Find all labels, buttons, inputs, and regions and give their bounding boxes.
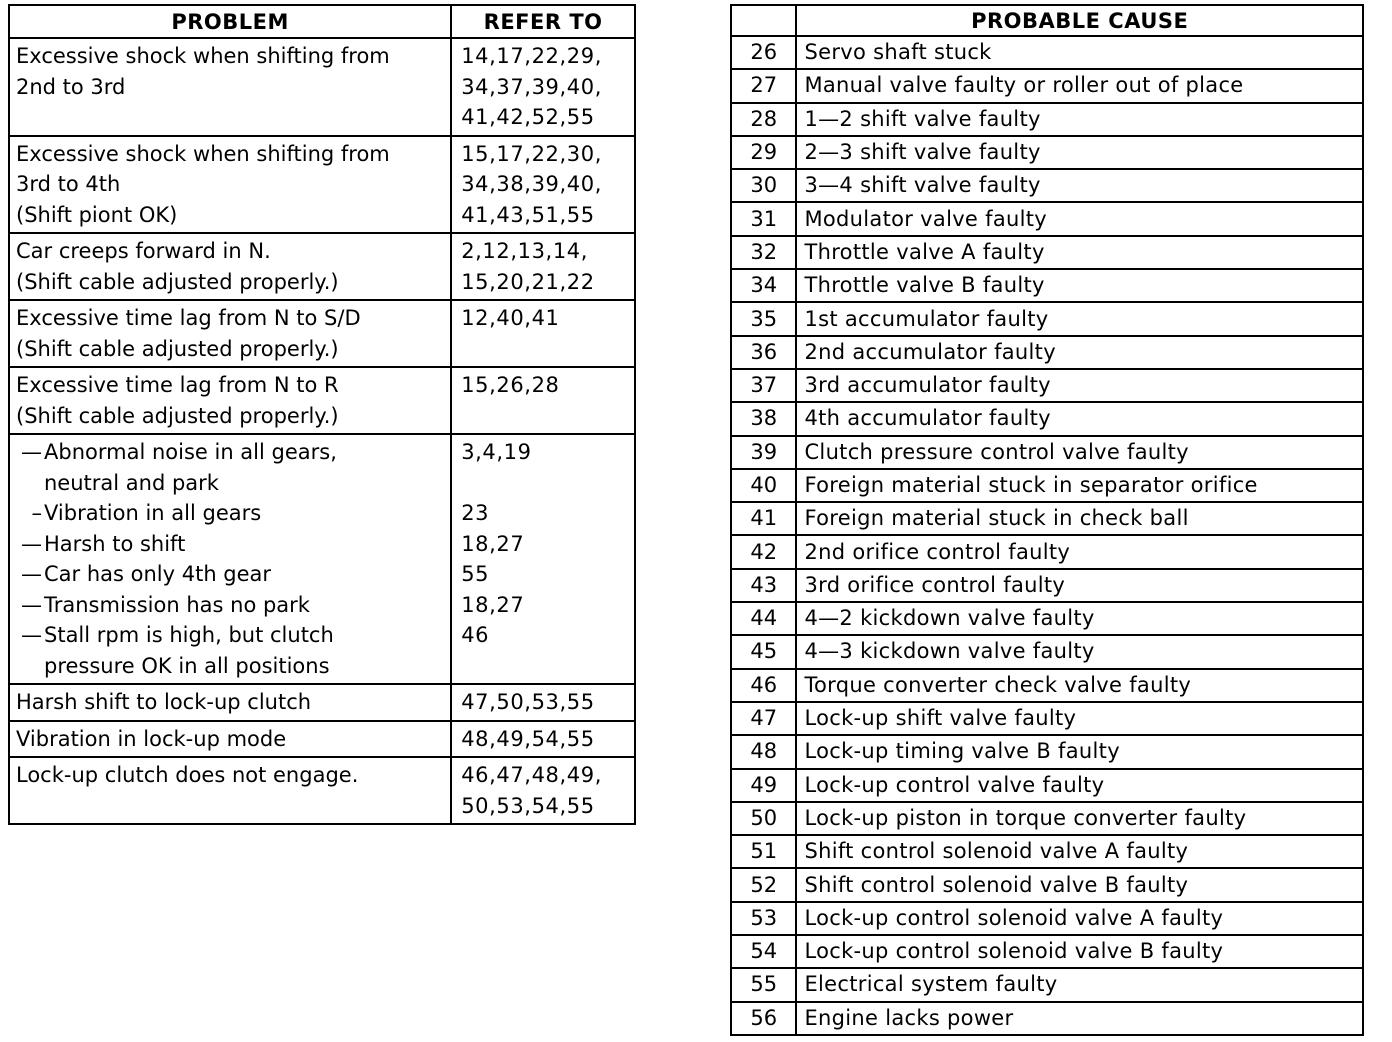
problem-line: 3rd to 4th [16,172,121,196]
problem-line: Excessive shock when shifting from [16,44,390,68]
symptom-text [44,590,446,621]
cause-description: 1—2 shift valve faulty [796,103,1363,136]
problem-line: Excessive time lag from N to R [16,373,339,397]
cause-description: Servo shaft stuck [796,36,1363,69]
problem-row [9,367,635,434]
cause-description: 2nd orifice control faulty [796,535,1363,568]
cause-row [731,635,1363,668]
cause-row [731,902,1363,935]
problem-line: Lock-up clutch does not engage. [16,763,359,787]
cause-number: 49 [731,769,796,802]
cause-description: Modulator valve faulty [796,202,1363,235]
symptom-line: pressure OK in all positions [44,653,330,678]
cause-number: 51 [731,835,796,868]
symptom-line: Transmission has no park [44,592,310,617]
cause-description: 2nd accumulator faulty [796,336,1363,369]
cause-description: Clutch pressure control valve faulty [796,436,1363,469]
cause-number: 28 [731,103,796,136]
cause-description: 4—2 kickdown valve faulty [796,602,1363,635]
symptom-text [44,620,446,681]
symptom-text [44,498,446,529]
cause-row [731,69,1363,102]
cause-row [731,302,1363,335]
refer-to-line: 18,27 [461,592,525,617]
cause-row [731,868,1363,901]
problem-row [9,300,635,367]
symptom-line: neutral and park [44,470,219,495]
cause-number: 26 [731,36,796,69]
cause-number: 31 [731,202,796,235]
refer-to-cell [451,136,635,234]
cause-row [731,1002,1363,1035]
cause-number: 40 [731,469,796,502]
refer-to-line: 50,53,54,55 [461,793,595,818]
cause-row [731,469,1363,502]
problem-row [9,684,635,721]
refer-to-line: 15,20,21,22 [461,269,595,294]
problem-line: Excessive time lag from N to S/D [16,306,361,330]
cause-description: 1st accumulator faulty [796,302,1363,335]
cause-row [731,735,1363,768]
refer-to-cell [451,38,635,136]
refer-to-line: 46,47,48,49, [461,763,602,787]
cause-description: 3rd orifice control faulty [796,569,1363,602]
cause-description: Foreign material stuck in separator orifice [796,469,1363,502]
cause-row [731,36,1363,69]
refer-to-line: 3,4,19 [461,440,532,464]
refer-to-line: 47,50,53,55 [461,690,595,714]
cause-row [731,669,1363,702]
cause-row [731,336,1363,369]
probable-cause-header: PROBABLE CAUSE [796,5,1363,36]
cause-description: 3—4 shift valve faulty [796,169,1363,202]
refer-to-cell [451,721,635,758]
symptom-item [16,559,446,590]
refer-to-line: 23 [461,501,490,525]
cause-row [731,436,1363,469]
cause-number-header [731,5,796,36]
problem-cell [9,136,451,234]
cause-description: 4th accumulator faulty [796,402,1363,435]
cause-description: Throttle valve B faulty [796,269,1363,302]
cause-description: Shift control solenoid valve A faulty [796,835,1363,868]
cause-description: Lock-up shift valve faulty [796,702,1363,735]
problem-cell [9,684,451,721]
cause-description: Lock-up timing valve B faulty [796,735,1363,768]
probable-cause-table [730,4,1364,1036]
cause-row [731,136,1363,169]
problem-row [9,757,635,824]
symptom-dash: — [21,592,42,617]
problem-line: 2nd to 3rd [16,74,126,99]
problem-line: (Shift cable adjusted properly.) [16,403,339,428]
symptom-dash: — [21,440,42,464]
cause-row [731,935,1363,968]
cause-description: Electrical system faulty [796,968,1363,1001]
problem-row [9,136,635,234]
cause-description: Lock-up control solenoid valve A faulty [796,902,1363,935]
refer-to-line: 55 [461,562,490,586]
cause-number: 41 [731,502,796,535]
refer-to-cell [451,684,635,721]
problem-row-misc [9,434,635,684]
cause-row [731,602,1363,635]
cause-number: 50 [731,802,796,835]
cause-number: 43 [731,569,796,602]
cause-description: Shift control solenoid valve B faulty [796,868,1363,901]
refer-to-line [461,468,630,499]
cause-number: 36 [731,336,796,369]
problem-line: Vibration in lock-up mode [16,726,287,751]
refer-to-line: 41,43,51,55 [461,202,595,227]
problem-line: Harsh shift to lock-up clutch [16,690,312,714]
cause-row [731,402,1363,435]
refer-to-line: 2,12,13,14, [461,239,589,263]
symptom-text [44,529,446,560]
symptom-item [16,437,446,498]
cause-description: Foreign material stuck in check ball [796,502,1363,535]
symptom-dash: — [21,531,42,556]
symptom-line: Vibration in all gears [44,501,262,525]
refer-to-line: 34,38,39,40, [461,172,602,196]
symptom-dash: — [21,562,42,586]
problem-row [9,233,635,300]
cause-number: 29 [731,136,796,169]
problem-line: (Shift cable adjusted properly.) [16,336,339,361]
problem-line: (Shift piont OK) [16,202,178,227]
refer-to-line: 18,27 [461,531,525,556]
symptom-item [16,590,446,621]
symptom-item [16,498,446,529]
cause-number: 42 [731,535,796,568]
refer-to-line: 15,26,28 [461,373,560,397]
cause-description: 4—3 kickdown valve faulty [796,635,1363,668]
cause-number: 52 [731,868,796,901]
cause-description: 3rd accumulator faulty [796,369,1363,402]
problem-cell [9,367,451,434]
cause-row [731,169,1363,202]
cause-number: 32 [731,236,796,269]
refer-to-line: 46 [461,623,490,647]
problem-cell [9,233,451,300]
cause-table-header [731,5,1363,36]
problem-line: (Shift cable adjusted properly.) [16,269,339,294]
refer-to-cell [451,367,635,434]
symptom-line: Abnormal noise in all gears, [44,440,337,464]
problem-row [9,721,635,758]
symptom-line: Harsh to shift [44,531,186,556]
problem-line: Car creeps forward in N. [16,239,271,263]
cause-description: Torque converter check valve faulty [796,669,1363,702]
cause-row [731,535,1363,568]
cause-row [731,103,1363,136]
cause-number: 34 [731,269,796,302]
cause-number: 48 [731,735,796,768]
symptom-item [16,620,446,681]
cause-number: 27 [731,69,796,102]
cause-row [731,702,1363,735]
cause-description: Lock-up control solenoid valve B faulty [796,935,1363,968]
refer-to-line: 34,37,39,40, [461,74,602,99]
cause-number: 46 [731,669,796,702]
symptom-dash: — [21,623,42,647]
refer-to-line: 12,40,41 [461,306,560,330]
cause-description: Manual valve faulty or roller out of place [796,69,1363,102]
problem-line: Excessive shock when shifting from [16,141,390,166]
problem-row [9,38,635,136]
problem-table-body [9,38,635,824]
problem-cell [9,721,451,758]
refer-to-cell [451,757,635,824]
cause-number: 30 [731,169,796,202]
symptom-line: Stall rpm is high, but clutch [44,623,334,647]
cause-number: 55 [731,968,796,1001]
cause-number: 47 [731,702,796,735]
cause-number: 53 [731,902,796,935]
refer-to-line: 41,42,52,55 [461,105,595,129]
cause-number: 35 [731,302,796,335]
problem-cell [9,757,451,824]
cause-row [731,269,1363,302]
cause-number: 56 [731,1002,796,1035]
problem-cell [9,300,451,367]
symptom-dash: – [31,501,42,525]
problem-cell [9,38,451,136]
cause-description: Engine lacks power [796,1002,1363,1035]
cause-number: 38 [731,402,796,435]
refer-to-line: 14,17,22,29, [461,44,602,68]
symptom-line: Car has only 4th gear [44,562,272,586]
refer-to-cell [451,300,635,367]
cause-number: 45 [731,635,796,668]
cause-row [731,502,1363,535]
cause-row [731,202,1363,235]
cause-row [731,835,1363,868]
problem-table-header [9,5,635,38]
problem-column-header: PROBLEM [9,5,451,38]
cause-description: 2—3 shift valve faulty [796,136,1363,169]
refer-to-column-header: REFER TO [451,5,635,38]
symptom-text [44,437,446,498]
cause-table-body [731,36,1363,1035]
symptom-item [16,529,446,560]
cause-row [731,769,1363,802]
cause-row [731,569,1363,602]
problem-table [8,4,636,825]
cause-row [731,369,1363,402]
refer-to-line: 48,49,54,55 [461,726,595,751]
refer-to-line [461,651,630,682]
refer-to-cell [451,434,635,684]
cause-description: Lock-up control valve faulty [796,769,1363,802]
cause-row [731,236,1363,269]
cause-description: Throttle valve A faulty [796,236,1363,269]
symptom-text [44,559,446,590]
cause-number: 54 [731,935,796,968]
cause-description: Lock-up piston in torque converter faulty [796,802,1363,835]
cause-row [731,802,1363,835]
cause-number: 39 [731,436,796,469]
refer-to-line: 15,17,22,30, [461,141,602,166]
cause-number: 37 [731,369,796,402]
refer-to-cell [451,233,635,300]
cause-number: 44 [731,602,796,635]
problem-cell [9,434,451,684]
cause-row [731,968,1363,1001]
